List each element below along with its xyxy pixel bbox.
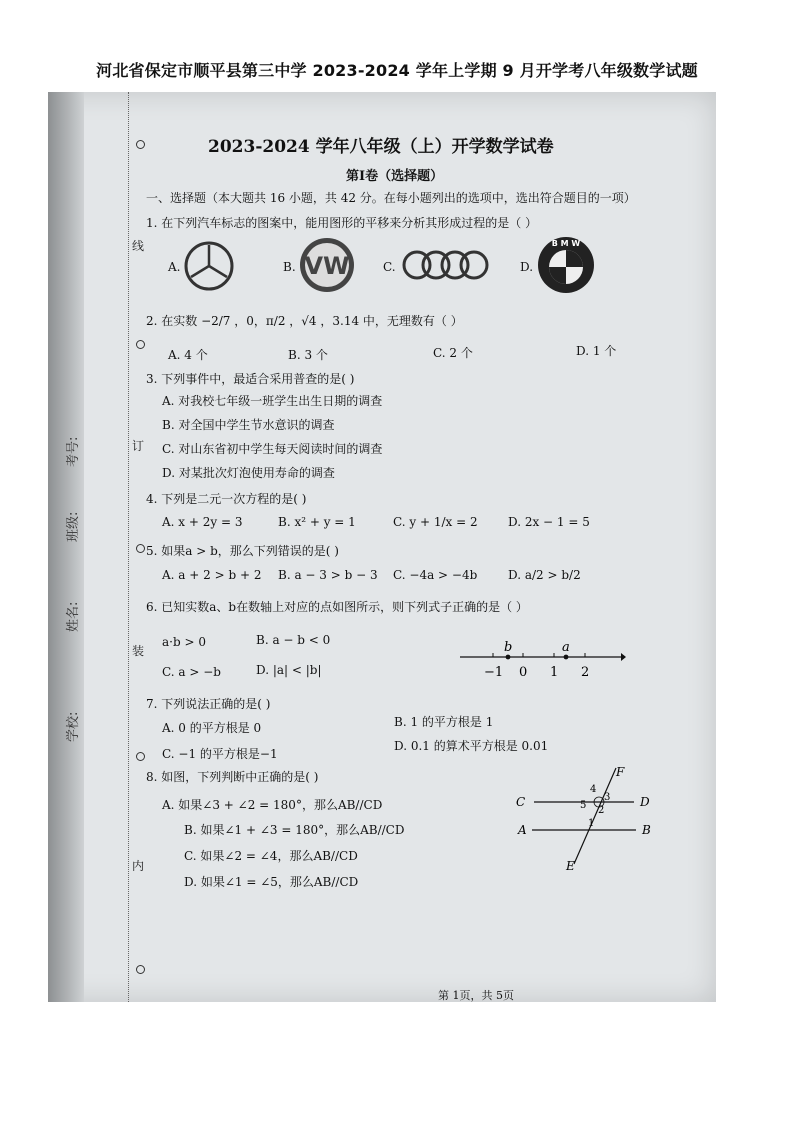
point-a-label: a	[562, 640, 570, 655]
q3-option-b: B. 对全国中学生节水意识的调查	[162, 418, 335, 432]
question-4-stem: 4. 下列是二元一次方程的是( )	[146, 492, 307, 506]
volkswagen-logo-icon	[298, 236, 356, 294]
question-1-stem: 1. 在下列汽车标志的图案中，能用图形的平移来分析其形成过程的是（ ）	[146, 216, 538, 230]
tick-label: 0	[519, 665, 528, 680]
margin-label-examno: 考号:	[66, 436, 81, 467]
q6-option-a: a·b > 0	[162, 635, 206, 649]
exam-title: 2023-2024 学年八年级（上）开学数学试卷	[208, 137, 554, 157]
q5-option-c: C. −4a > −4b	[393, 568, 478, 582]
q1-option-d: D.	[520, 260, 534, 274]
q7-option-a: A. 0 的平方根是 0	[162, 721, 262, 735]
q8-option-b: B. 如果∠1 + ∠3 = 180°，那么AB//CD	[184, 823, 405, 837]
label-d: D	[640, 795, 650, 809]
q7-option-c: C. −1 的平方根是−1	[162, 747, 278, 761]
q7-option-b: B. 1 的平方根是 1	[394, 715, 494, 729]
margin-char-nei: 内	[132, 859, 145, 873]
vw-logo-text: VW	[304, 252, 350, 280]
bmw-logo-text: B M W	[551, 239, 581, 248]
q4-option-a: A. x + 2y = 3	[162, 515, 243, 529]
q4-option-c: C. y + 1/x = 2	[393, 515, 478, 529]
q2-option-b: B. 3 个	[288, 348, 328, 362]
mercedes-logo-icon	[183, 240, 235, 292]
binding-margin	[84, 92, 145, 1002]
number-line-figure	[456, 640, 626, 682]
q5-option-d: D. a/2 > b/2	[508, 568, 581, 582]
section-title: 第Ⅰ卷（选择题）	[346, 169, 444, 184]
q1-option-c: C.	[383, 260, 396, 274]
q2-option-a: A. 4 个	[168, 348, 208, 362]
margin-label-class: 班级:	[66, 511, 81, 542]
angle-4-label: 4	[590, 784, 597, 795]
q3-option-c: C. 对山东省初中学生每天阅读时间的调查	[162, 442, 383, 456]
exam-content	[138, 92, 708, 1002]
label-c: C	[516, 795, 526, 809]
angle-1-label: 1	[588, 818, 595, 829]
exam-paper-photo	[48, 92, 716, 1002]
question-5-stem: 5. 如果a > b，那么下列错误的是( )	[146, 544, 339, 558]
q4-option-d: D. 2x − 1 = 5	[508, 515, 590, 529]
point-b-label: b	[504, 640, 513, 655]
tick-label: 2	[581, 665, 590, 680]
margin-char-ding: 订	[132, 439, 145, 453]
tick-label: −1	[484, 665, 504, 680]
q1-option-a: A.	[168, 260, 181, 274]
question-3-stem: 3. 下列事件中，最适合采用普查的是( )	[146, 372, 355, 386]
question-6-stem: 6. 已知实数a、b在数轴上对应的点如图所示，则下列式子正确的是（ ）	[146, 600, 528, 614]
question-7-stem: 7. 下列说法正确的是( )	[146, 697, 271, 711]
margin-char-xian: 线	[132, 239, 145, 253]
angle-3-label: 3	[604, 792, 611, 803]
q6-option-c: C. a > −b	[162, 665, 221, 679]
label-a: A	[518, 823, 527, 837]
margin-char-zhuang: 装	[132, 644, 145, 658]
label-b: B	[642, 823, 651, 837]
q4-option-b: B. x² + y = 1	[278, 515, 356, 529]
q8-option-d: D. 如果∠1 = ∠5，那么AB//CD	[184, 875, 359, 889]
binding-strip	[48, 92, 84, 1002]
q8-option-a: A. 如果∠3 + ∠2 = 180°，那么AB//CD	[162, 798, 383, 812]
q3-option-a: A. 对我校七年级一班学生出生日期的调查	[162, 394, 383, 408]
q2-option-d: D. 1 个	[576, 344, 617, 358]
document-title: 河北省保定市顺平县第三中学 2023-2024 学年上学期 9 月开学考八年级数学试题	[96, 61, 698, 80]
q1-option-b: B.	[283, 260, 296, 274]
question-8-stem: 8. 如图，下列判断中正确的是( )	[146, 770, 319, 784]
label-f: F	[616, 765, 625, 779]
q7-option-d: D. 0.1 的算术平方根是 0.01	[394, 739, 549, 753]
q5-option-b: B. a − 3 > b − 3	[278, 568, 378, 582]
q6-option-d: D. |a| < |b|	[256, 663, 322, 677]
bmw-logo-icon	[536, 235, 596, 295]
angle-5-label: 5	[580, 800, 587, 811]
audi-logo-icon	[401, 247, 491, 283]
question-2-stem: 2. 在实数 −2/7 ，0，π/2 ，√4 ，3.14 中，无理数有（ ）	[146, 314, 463, 328]
q3-option-d: D. 对某批次灯泡使用寿命的调查	[162, 466, 335, 480]
q8-option-c: C. 如果∠2 = ∠4，那么AB//CD	[184, 849, 358, 863]
margin-label-school: 学校:	[66, 711, 81, 742]
section-instruction: 一、选择题（本大题共 16 小题，共 42 分。在每小题列出的选项中，选出符合题目的一项）	[146, 191, 636, 205]
q2-option-c: C. 2 个	[433, 346, 473, 360]
tick-label: 1	[550, 665, 559, 680]
q6-option-b: B. a − b < 0	[256, 633, 331, 647]
parallel-lines-figure	[516, 764, 666, 872]
page-footer: 第 1页，共 5页	[438, 989, 514, 1002]
q5-option-a: A. a + 2 > b + 2	[162, 568, 262, 582]
margin-label-name: 姓名:	[66, 601, 81, 632]
label-e: E	[566, 859, 575, 872]
angle-2-label: 2	[598, 805, 605, 816]
